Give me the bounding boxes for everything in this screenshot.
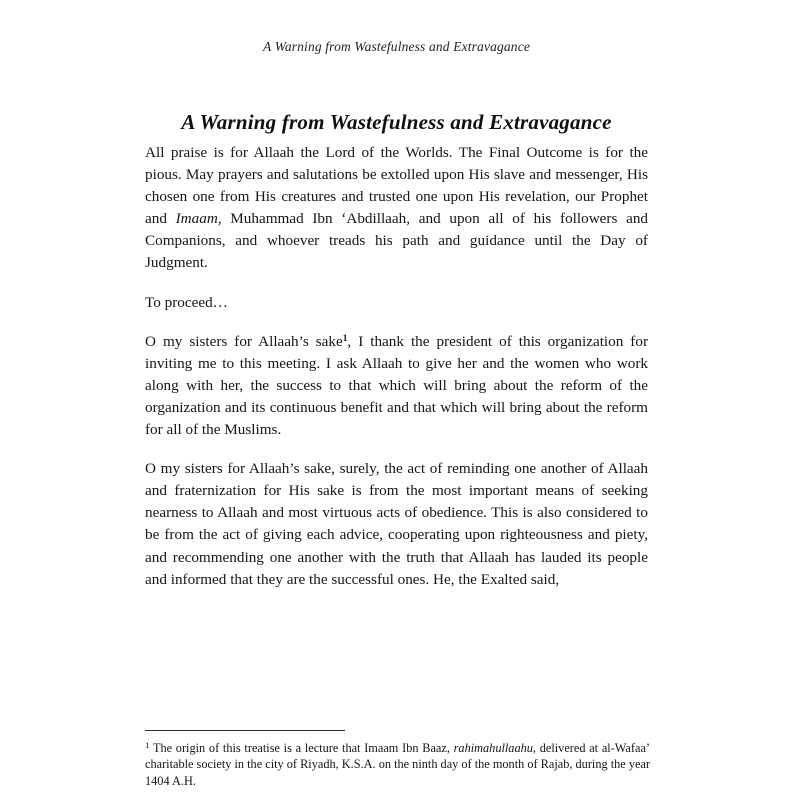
paragraph-thanks-text-1: O my sisters for Allaah’s sake <box>145 332 343 350</box>
footnote-section <box>145 730 650 789</box>
paragraph-to-proceed <box>145 292 648 314</box>
running-header: A Warning from Wastefulness and Extravagance <box>263 39 530 54</box>
footnote-text-1: The origin of this treatise is a lecture that Imaam Ibn Baaz, <box>149 741 454 755</box>
page-title: A Warning from Wastefulness and Extravagance <box>181 110 612 135</box>
paragraph-reminding <box>145 458 648 591</box>
paragraph-thanks-text-2: , I thank the president of this organization for inviting me to this meeting. I ask Allaah to give her and the women who work along with her, the success to that which will bring about the reform of the organization and its continuous benefit and that which will bring about the reform for all of the Muslims. <box>145 332 649 439</box>
paragraph-praise-emphasis-imaam: Imaam <box>175 210 218 228</box>
body-text-column <box>145 142 648 591</box>
paragraph-to-proceed-text: To proceed… <box>145 293 228 311</box>
footnote-number: 1 <box>145 739 150 750</box>
paragraph-praise-text-2: , Muhammad Ibn ‘Abdillaah, and upon all of his followers and Companions, and whoever treads his path and guidance until the Day of Judgment. <box>145 210 649 272</box>
footnote-reference-marker[interactable]: 1 <box>342 333 348 344</box>
footnote-entry <box>145 740 650 789</box>
footnote-text-2: , delivered at al-Wafaa’ charitable society in the city of Riyadh, K.S.A. on the ninth day of the month of Rajab, during the year 1404 A.H. <box>145 741 650 788</box>
paragraph-thanks <box>145 331 648 441</box>
footnote-separator-rule <box>145 730 345 731</box>
paragraph-reminding-text: O my sisters for Allaah’s sake, surely, the act of reminding one another of Allaah and fraternization for His sake is from the most important means of seeking nearness to Allaah and most virtuous acts of obedience. This is also considered to be from the act of giving each advice, cooperating upon righteousness and piety, and recommending one another with the truth that Allaah has lauded its people and informed that they are the successful ones. He, the Exalted said, <box>145 460 648 588</box>
paragraph-praise-text-1: All praise is for Allaah the Lord of the Worlds. The Final Outcome is for the pious. May prayers and salutations be extolled upon His slave and messenger, His chosen one from His creatures and trusted one upon His revelation, our Prophet and <box>145 144 648 228</box>
paragraph-praise <box>145 142 648 275</box>
footnote-emphasis-rahimahullaahu: rahimahullaahu <box>453 741 533 755</box>
